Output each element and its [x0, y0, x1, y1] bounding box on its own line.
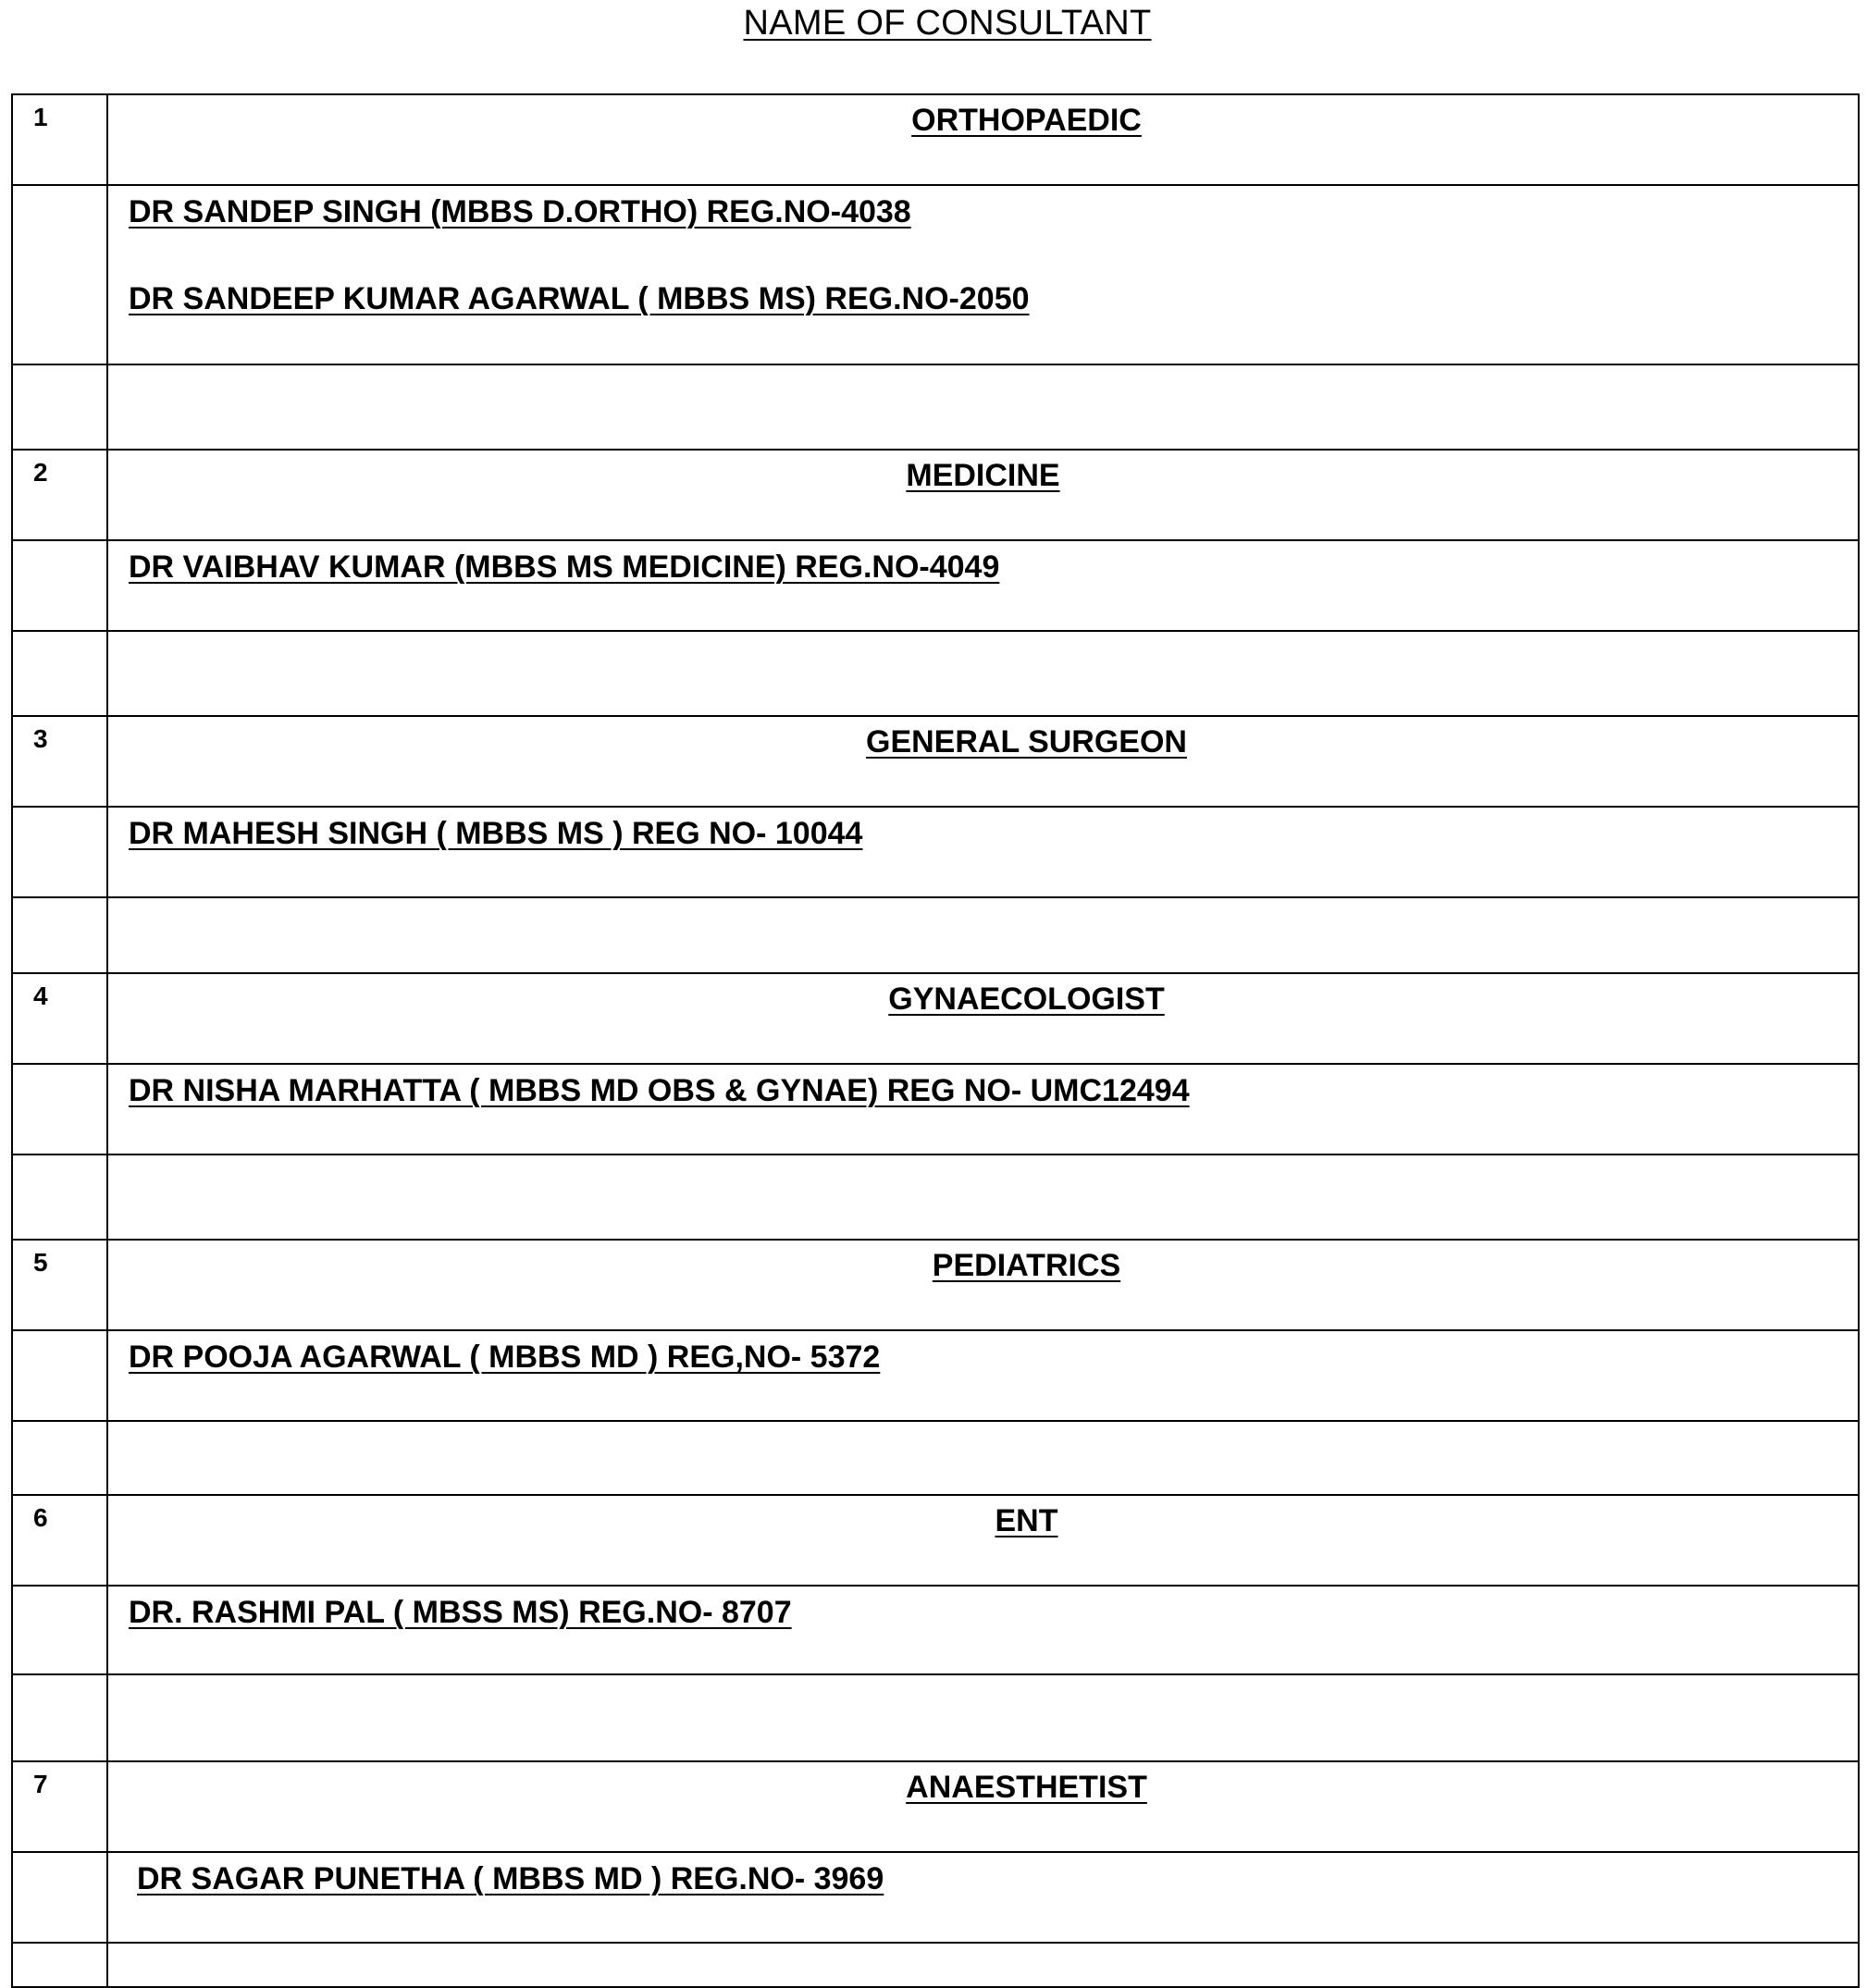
doctor-entry [108, 278, 1858, 319]
section-header-row [12, 716, 1859, 807]
department-label: ORTHOPAEDIC [911, 103, 1142, 138]
number-spacer-cell [12, 807, 107, 897]
section-number: 4 [12, 973, 107, 1064]
department-heading [107, 1240, 1859, 1330]
doctor-row [12, 1852, 1859, 1943]
blank-row [12, 631, 1859, 716]
department-heading [107, 716, 1859, 807]
doctor-name: DR. RASHMI PAL ( MBSS MS) REG.NO- 8707 [129, 1595, 792, 1630]
doctor-entry [108, 1858, 1858, 1899]
doctor-cell [107, 807, 1859, 897]
section-number: 1 [12, 94, 107, 185]
blank-cell [107, 897, 1859, 973]
number-spacer-cell [12, 540, 107, 631]
blank-cell [12, 1421, 107, 1495]
doctor-name: DR POOJA AGARWAL ( MBBS MD ) REG,NO- 5372 [129, 1340, 881, 1375]
department-label: GENERAL SURGEON [866, 724, 1187, 759]
number-spacer-cell [12, 1330, 107, 1421]
blank-cell [12, 631, 107, 716]
department-label: MEDICINE [906, 458, 1060, 493]
number-spacer-cell [12, 1586, 107, 1674]
blank-row [12, 1155, 1859, 1240]
doctor-row [12, 1330, 1859, 1421]
department-heading [107, 94, 1859, 185]
blank-row [12, 1943, 1859, 1987]
blank-cell [107, 1943, 1859, 1987]
section-header-row [12, 973, 1859, 1064]
blank-cell [12, 1674, 107, 1761]
doctor-entry [108, 813, 1858, 854]
number-spacer-cell [12, 185, 107, 364]
section-header-row [12, 1495, 1859, 1586]
section-header-row [12, 94, 1859, 185]
doctor-entry [108, 547, 1858, 587]
department-heading [107, 1495, 1859, 1586]
page-title: NAME OF CONSULTANT [743, 4, 1152, 43]
doctor-row [12, 185, 1859, 364]
doctor-name: DR SAGAR PUNETHA ( MBBS MD ) REG.NO- 3969 [137, 1861, 884, 1896]
department-label: ENT [995, 1503, 1058, 1538]
doctor-entry [108, 1337, 1858, 1377]
section-number: 2 [12, 450, 107, 540]
section-number: 6 [12, 1495, 107, 1586]
doctor-cell [107, 1852, 1859, 1943]
blank-cell [12, 364, 107, 450]
blank-row [12, 1421, 1859, 1495]
doctor-cell [107, 1586, 1859, 1674]
department-heading [107, 450, 1859, 540]
doctor-name: DR SANDEEP KUMAR AGARWAL ( MBBS MS) REG.NO-2050 [129, 281, 1030, 316]
blank-cell [12, 897, 107, 973]
doctor-row [12, 1586, 1859, 1674]
doctor-entry [108, 1070, 1858, 1111]
doctor-name: DR NISHA MARHATTA ( MBBS MD OBS & GYNAE) REG NO- UMC12494 [129, 1073, 1190, 1108]
blank-cell [107, 631, 1859, 716]
blank-cell [107, 1421, 1859, 1495]
doctor-entry [108, 1592, 1858, 1633]
consultant-table [11, 93, 1860, 1988]
blank-cell [107, 1155, 1859, 1240]
doctor-name: DR MAHESH SINGH ( MBBS MS ) REG NO- 10044 [129, 816, 863, 851]
section-number: 7 [12, 1761, 107, 1852]
doctor-row [12, 1064, 1859, 1155]
blank-cell [12, 1943, 107, 1987]
department-label: ANAESTHETIST [906, 1770, 1147, 1805]
department-label: PEDIATRICS [932, 1248, 1121, 1283]
doctor-cell [107, 1330, 1859, 1421]
section-number: 3 [12, 716, 107, 807]
number-spacer-cell [12, 1852, 107, 1943]
number-spacer-cell [12, 1064, 107, 1155]
blank-cell [107, 364, 1859, 450]
department-heading [107, 1761, 1859, 1852]
department-heading [107, 973, 1859, 1064]
doctor-name: DR VAIBHAV KUMAR (MBBS MS MEDICINE) REG.NO-4049 [129, 549, 1000, 585]
department-label: GYNAECOLOGIST [888, 982, 1165, 1017]
doctor-entry [108, 191, 1858, 232]
doctor-cell [107, 1064, 1859, 1155]
blank-row [12, 897, 1859, 973]
blank-row [12, 1674, 1859, 1761]
section-header-row [12, 1240, 1859, 1330]
blank-cell [12, 1155, 107, 1240]
section-number: 5 [12, 1240, 107, 1330]
doctor-row [12, 807, 1859, 897]
blank-cell [107, 1674, 1859, 1761]
doctor-row [12, 540, 1859, 631]
section-header-row [12, 450, 1859, 540]
doctor-cell [107, 540, 1859, 631]
section-header-row [12, 1761, 1859, 1852]
blank-row [12, 364, 1859, 450]
doctor-cell [107, 185, 1859, 364]
doctor-name: DR SANDEP SINGH (MBBS D.ORTHO) REG.NO-4038 [129, 194, 911, 229]
